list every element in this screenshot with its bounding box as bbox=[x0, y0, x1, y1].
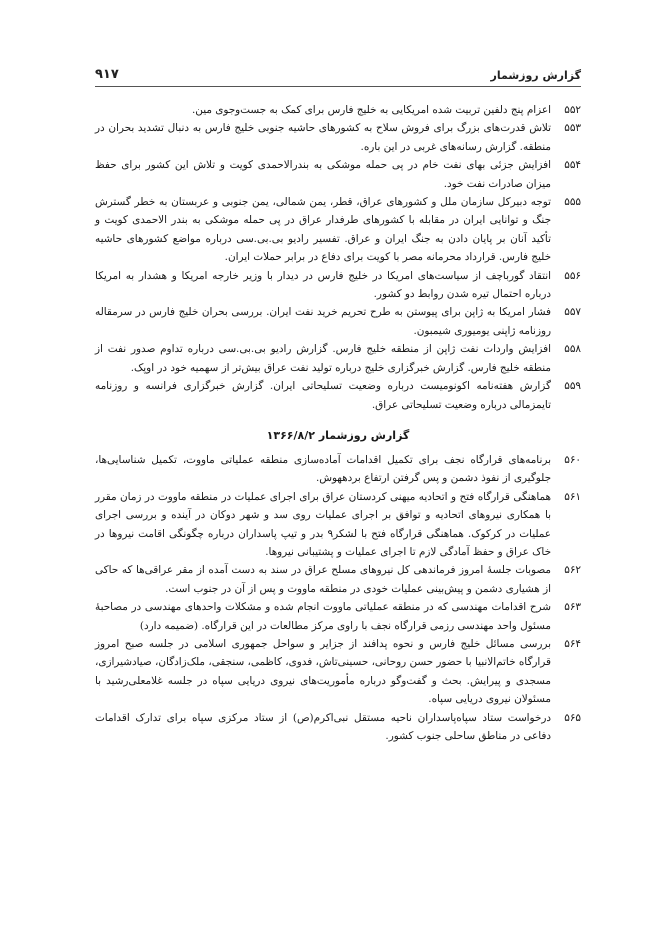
entry-text: توجه دبیرکل سازمان ملل و کشورهای عراق، قطر، یمن شمالی، یمن جنوبی و عربستان به خطر گسترش جنگ و توانایی ایران در مقابله با کشورهای طرفدار عراق در پی حمله موشکی به بندر الاحمدی کویت و تأکید آنان بر پایان دادن به جنگ ایران و عراق. تفسیر رادیو بی.بی.سی درباره مواضع کشورهای حاشیه خلیج فارس. قرارداد محرمانه مصر با کویت برای دفاع در برابر حملات ایران. bbox=[95, 196, 551, 264]
entry-number: ۵۶۳ bbox=[564, 601, 581, 614]
entry-number: ۵۵۵ bbox=[564, 196, 581, 209]
entry-text: مصوبات جلسهٔ امروز فرماندهی کل نیروهای مسلح عراق در سند به دست آمده از مقر عراقی‌ها که حاکی از هشیاری دشمن و پیش‌بینی عملیات خودی در منطقه ماووت و پس از آن در جنوب است. bbox=[95, 564, 551, 595]
entry-item bbox=[95, 303, 581, 340]
entry-number: ۵۶۱ bbox=[564, 490, 581, 503]
entry-number: ۵۶۲ bbox=[564, 564, 581, 577]
entry-item bbox=[95, 598, 581, 635]
entry-number: ۵۵۷ bbox=[564, 306, 581, 319]
entry-item bbox=[95, 561, 581, 598]
entry-item bbox=[95, 635, 581, 709]
entry-text: انتقاد گورباچف از سیاست‌های امریکا در خلیج فارس در دیدار با وزیر خارجه امریکا و هشدار به امریکا درباره احتمال تیره شدن روابط دو کشور. bbox=[95, 269, 551, 301]
entry-item bbox=[95, 193, 581, 267]
entry-item bbox=[95, 267, 581, 304]
entry-number: ۵۵۹ bbox=[564, 380, 581, 393]
header-rule bbox=[95, 86, 581, 87]
entry-text: درخواست ستاد سپاه‌پاسداران ناحیه مستقل نبی‌اکرم(ص) از ستاد مرکزی سپاه برای تدارک اقدامات دفاعی در مناطق ساحلی جنوب کشور. bbox=[95, 711, 551, 742]
entry-text: افزایش واردات نفت ژاپن از منطقه خلیج فارس. گزارش رادیو بی.بی.سی درباره تداوم صدور نفت از منطقه خلیج فارس. گزارش خبرگزاری خلیج درباره تولید نفت عراق بیش‌تر از سهمیه خود در اوپک. bbox=[95, 343, 551, 374]
entry-item bbox=[95, 101, 581, 119]
running-header bbox=[95, 62, 581, 82]
entry-item bbox=[95, 377, 581, 414]
entry-number: ۵۵۳ bbox=[564, 122, 581, 135]
entry-number: ۵۶۵ bbox=[564, 711, 581, 724]
entry-item bbox=[95, 709, 581, 746]
entry-text: برنامه‌های قرارگاه نجف برای تکمیل اقدامات آماده‌سازی منطقه عملیاتی ماووت، تکمیل شناسایی‌ها، جلوگیری از نفوذ دشمن و پس گرفتن ارتفاع بردههوش. bbox=[95, 453, 551, 485]
entry-number: ۵۶۴ bbox=[564, 637, 581, 650]
entry-item bbox=[95, 156, 581, 193]
entry-number: ۵۵۶ bbox=[564, 269, 581, 282]
entry-text: هماهنگی قرارگاه فتح و اتحادیه میهنی کردستان عراق برای اجرای عملیات در منطقه ماووت در زمان مقرر با همکاری نیروهای اتحادیه و توافق بر اجرای عملیات روی سد و شهر دوکان در آینده و بررسی اجرای عملیات در کرکوک. هماهنگی قرارگاه فتح با لشکر۹ بدر و تیپ پاسداران درباره چگونگی اقامت نیروها در خاک عراق و حفظ آمادگی لازم تا اجرای عملیات و پشتیبانی نیروها. bbox=[95, 490, 551, 558]
page-number: ۹۱۷ bbox=[95, 67, 119, 82]
entry-number: ۵۵۸ bbox=[564, 343, 581, 356]
entry-item bbox=[95, 119, 581, 156]
entry-list-2 bbox=[95, 451, 581, 746]
entry-item bbox=[95, 340, 581, 377]
entry-text: گزارش هفته‌نامه اکونومیست درباره وضعیت تسلیحاتی ایران. گزارش خبرگزاری فرانسه و روزنامه تایمزمالی درباره وضعیت تسلیحاتی عراق. bbox=[95, 380, 551, 411]
entry-text: افزایش جزئی بهای نفت خام در پی حمله موشکی به بندرالاحمدی کویت و تلاش این کشور برای حفظ میزان صادرات نفت خود. bbox=[95, 159, 551, 190]
entry-number: ۵۵۴ bbox=[564, 159, 581, 172]
entry-text: بررسی مسائل خلیج فارس و نحوه پدافند از جزایر و سواحل جمهوری اسلامی در جلسه صبح امروز قرارگاه خاتم‌الانبیا با حضور حسن روحانی، حسینی‌تاش، فدوی، کاظمی، سنجقی، ملک‌زادگان، صیادشیرازی، مسجدی و پیرایش. بحث و گفت‌وگو درباره مأموریت‌های نیروی دریایی سپاه در جلسه غلامعلی‌رشید با مسئولان نیروی دریایی سپاه. bbox=[95, 637, 551, 706]
section-title: گزارش روزشمار ۱۳۶۶/۸/۲ bbox=[266, 428, 410, 442]
entry-text: فشار امریکا به ژاپن برای پیوستن به طرح تحریم خرید نفت ایران. بررسی بحران خلیج فارس در سرمقاله روزنامه ژاپنی یومیوری شیمبون. bbox=[95, 306, 551, 337]
header-title: گزارش روزشمار bbox=[490, 69, 581, 82]
document-body bbox=[95, 101, 581, 745]
entry-text: شرح اقدامات مهندسی که در منطقه عملیاتی ماووت انجام شده و مشکلات واحدهای مهندسی در مصاحبهٔ مسئول واحد مهندسی رزمی قرارگاه نجف با راوی مرکز مطالعات در این قرارگاه. (ضمیمه دارد) bbox=[95, 601, 551, 632]
entry-item bbox=[95, 451, 581, 488]
entry-text: تلاش قدرت‌های بزرگ برای فروش سلاح به کشورهای حاشیه جنوبی خلیج فارس به دنبال تشدید بحران در منطقه. گزارش رسانه‌های غربی در این باره. bbox=[95, 122, 551, 153]
entry-list-1 bbox=[95, 101, 581, 414]
entry-item bbox=[95, 488, 581, 562]
entry-number: ۵۶۰ bbox=[564, 453, 581, 466]
entry-number: ۵۵۲ bbox=[564, 104, 581, 116]
entry-text: اعزام پنج دلفین تربیت شده امریکایی به خلیج فارس برای کمک به جست‌وجوی مین. bbox=[191, 104, 551, 116]
